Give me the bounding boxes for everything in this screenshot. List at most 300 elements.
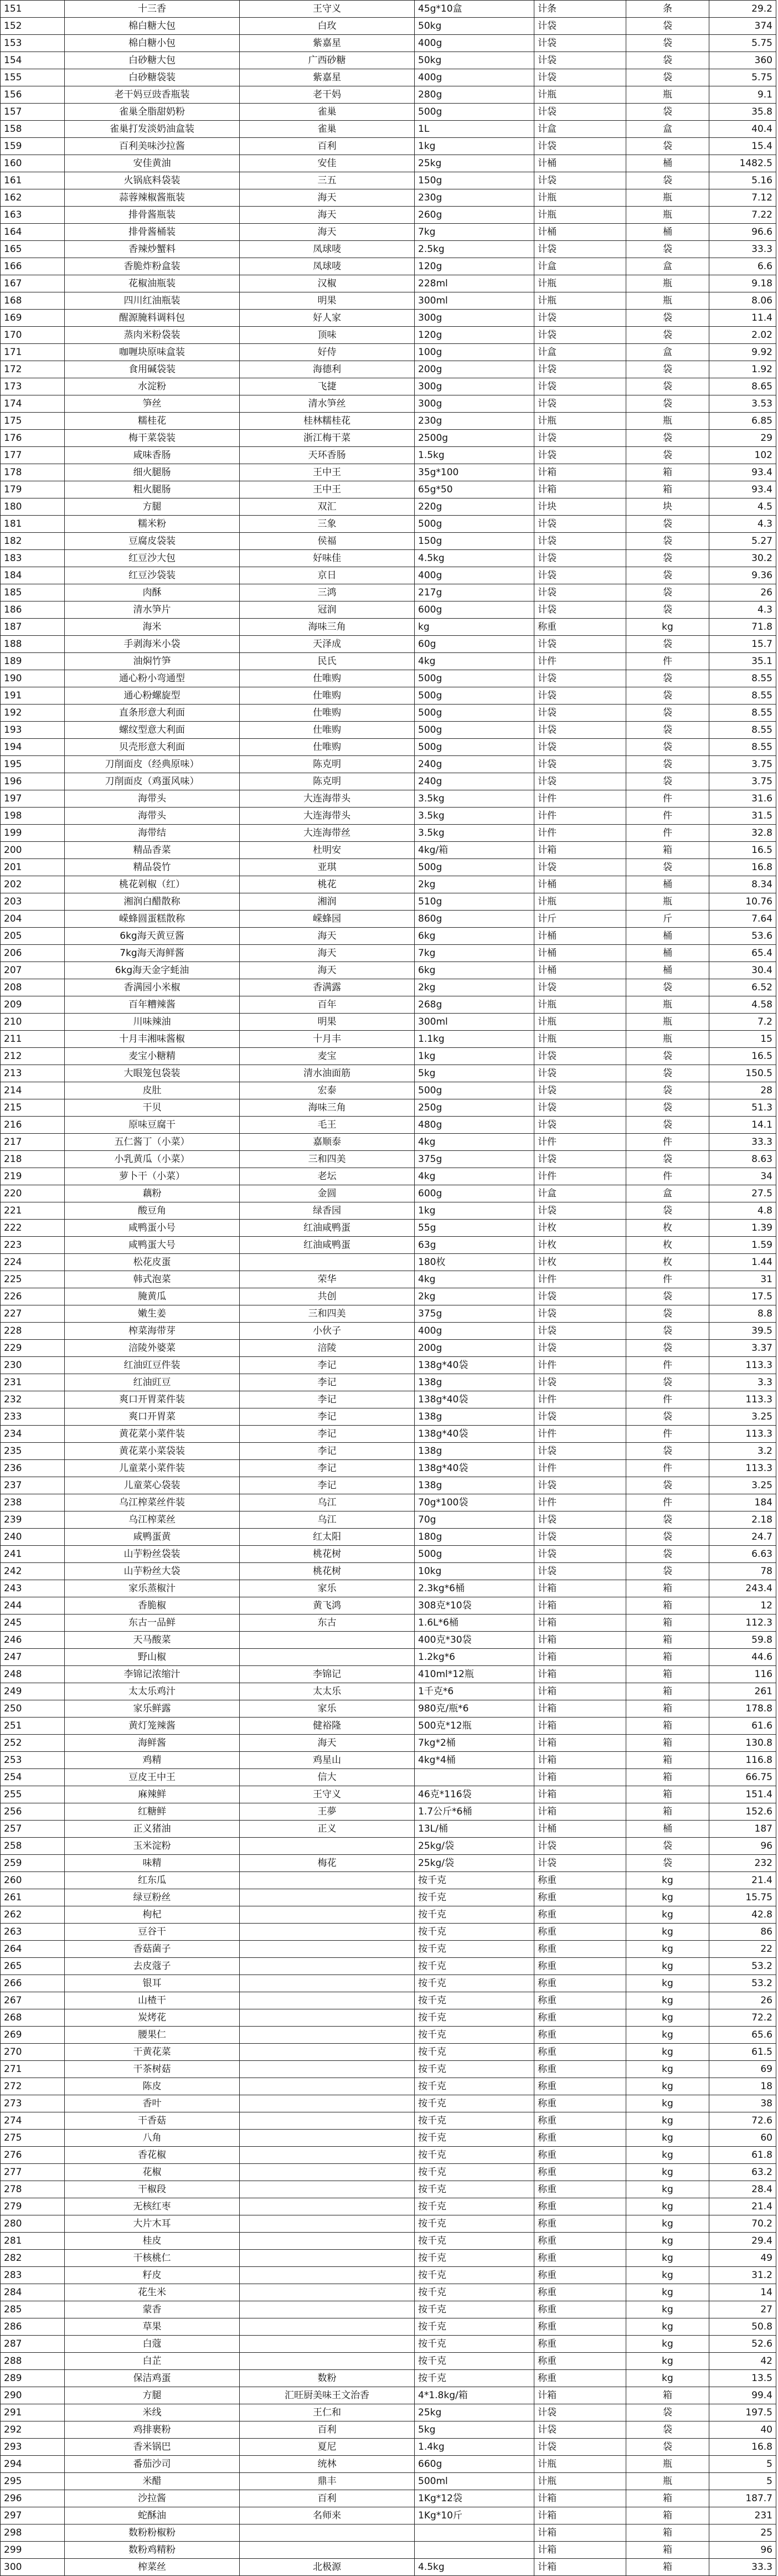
unit-cell: 袋 bbox=[626, 601, 709, 619]
spec-cell: 240g bbox=[415, 756, 534, 773]
table-row bbox=[1, 584, 776, 601]
unit-cell: 袋 bbox=[626, 1511, 709, 1529]
brand-cell bbox=[240, 2353, 415, 2370]
pricing-method-cell: 计盒 bbox=[534, 1185, 626, 1202]
spec-cell: 500ml bbox=[415, 2473, 534, 2490]
spec-cell: 2kg bbox=[415, 979, 534, 996]
table-row bbox=[1, 550, 776, 567]
pricing-method-cell: 称重 bbox=[534, 2044, 626, 2061]
spec-cell: 4.5kg bbox=[415, 550, 534, 567]
product-name-cell: 松花皮蛋 bbox=[65, 1254, 240, 1271]
brand-cell: 雀巢 bbox=[240, 121, 415, 138]
row-number-cell: 155 bbox=[1, 69, 65, 86]
row-number-cell: 256 bbox=[1, 1803, 65, 1821]
price-cell: 53.2 bbox=[709, 1958, 776, 1975]
pricing-method-cell: 称重 bbox=[534, 2318, 626, 2336]
pricing-method-cell: 计桶 bbox=[534, 928, 626, 945]
price-cell: 3.53 bbox=[709, 395, 776, 413]
row-number-cell: 252 bbox=[1, 1735, 65, 1752]
pricing-method-cell: 称重 bbox=[534, 2130, 626, 2147]
row-number-cell: 235 bbox=[1, 1443, 65, 1460]
product-name-cell: 白砂糖袋装 bbox=[65, 69, 240, 86]
spec-cell: 按千克 bbox=[415, 1958, 534, 1975]
product-name-cell: 黄花菜小菜件装 bbox=[65, 1426, 240, 1443]
spec-cell: 按千克 bbox=[415, 2078, 534, 2095]
price-cell: 3.2 bbox=[709, 1443, 776, 1460]
price-cell: 31.5 bbox=[709, 808, 776, 825]
brand-cell bbox=[240, 1254, 415, 1271]
spec-cell: 按千克 bbox=[415, 1941, 534, 1958]
price-cell: 27 bbox=[709, 2301, 776, 2318]
unit-cell: 箱 bbox=[626, 481, 709, 498]
spec-cell: 25kg/袋 bbox=[415, 1838, 534, 1855]
row-number-cell: 213 bbox=[1, 1065, 65, 1082]
row-number-cell: 258 bbox=[1, 1838, 65, 1855]
brand-cell: 涪陵 bbox=[240, 1340, 415, 1357]
table-row bbox=[1, 1254, 776, 1271]
brand-cell bbox=[240, 1992, 415, 2009]
table-row bbox=[1, 1872, 776, 1889]
table-row bbox=[1, 516, 776, 533]
row-number-cell: 179 bbox=[1, 481, 65, 498]
spec-cell: 600g bbox=[415, 1185, 534, 1202]
table-row bbox=[1, 1151, 776, 1168]
price-cell: 69 bbox=[709, 2061, 776, 2078]
brand-cell: 汇旺厨美味王文治香 bbox=[240, 2387, 415, 2404]
price-cell: 9.36 bbox=[709, 567, 776, 584]
pricing-method-cell: 计袋 bbox=[534, 1305, 626, 1323]
price-cell: 29.2 bbox=[709, 1, 776, 18]
unit-cell: kg bbox=[626, 1992, 709, 2009]
row-number-cell: 166 bbox=[1, 258, 65, 275]
unit-cell: kg bbox=[626, 2250, 709, 2267]
product-name-cell: 爽口开胃菜 bbox=[65, 1408, 240, 1426]
price-cell: 50.8 bbox=[709, 2318, 776, 2336]
pricing-method-cell: 计袋 bbox=[534, 601, 626, 619]
spec-cell: 按千克 bbox=[415, 1992, 534, 2009]
table-row bbox=[1, 1202, 776, 1220]
brand-cell: 凤球唛 bbox=[240, 241, 415, 258]
product-name-cell: 太太乐鸡汁 bbox=[65, 1683, 240, 1700]
product-name-cell: 嵘蜂圆蛋糕散称 bbox=[65, 911, 240, 928]
product-name-cell: 乌江榨菜丝件装 bbox=[65, 1494, 240, 1511]
spec-cell: 按千克 bbox=[415, 2267, 534, 2284]
brand-cell: 李记 bbox=[240, 1391, 415, 1408]
product-name-cell: 排骨酱桶装 bbox=[65, 224, 240, 241]
pricing-method-cell: 称重 bbox=[534, 2250, 626, 2267]
spec-cell: 400g bbox=[415, 1323, 534, 1340]
pricing-method-cell: 计箱 bbox=[534, 1752, 626, 1769]
unit-cell: 箱 bbox=[626, 2387, 709, 2404]
product-name-cell: 咸鸭蛋黄 bbox=[65, 1529, 240, 1546]
unit-cell: kg bbox=[626, 2147, 709, 2164]
unit-cell: kg bbox=[626, 2353, 709, 2370]
pricing-method-cell: 计瓶 bbox=[534, 275, 626, 292]
table-row bbox=[1, 2061, 776, 2078]
spec-cell: 240g bbox=[415, 773, 534, 790]
table-row bbox=[1, 842, 776, 859]
spec-cell: 按千克 bbox=[415, 2233, 534, 2250]
unit-cell: 袋 bbox=[626, 1374, 709, 1391]
price-cell: 14.1 bbox=[709, 1117, 776, 1134]
table-row bbox=[1, 1838, 776, 1855]
product-name-cell: 刀削面皮（鸡蛋风味） bbox=[65, 773, 240, 790]
price-cell: 66.75 bbox=[709, 1769, 776, 1786]
unit-cell: 桶 bbox=[626, 928, 709, 945]
product-name-cell: 糯桂花 bbox=[65, 413, 240, 430]
pricing-method-cell: 计箱 bbox=[534, 2559, 626, 2576]
product-name-cell: 蒙香 bbox=[65, 2301, 240, 2318]
unit-cell: 袋 bbox=[626, 2404, 709, 2421]
unit-cell: 袋 bbox=[626, 739, 709, 756]
spec-cell: 500g bbox=[415, 705, 534, 722]
price-cell: 113.3 bbox=[709, 1426, 776, 1443]
price-cell: 16.5 bbox=[709, 842, 776, 859]
table-row bbox=[1, 2233, 776, 2250]
pricing-method-cell: 计袋 bbox=[534, 1082, 626, 1099]
product-name-cell: 腰果仁 bbox=[65, 2027, 240, 2044]
spec-cell: 6kg bbox=[415, 928, 534, 945]
pricing-method-cell: 称重 bbox=[534, 619, 626, 636]
brand-cell: 安佳 bbox=[240, 155, 415, 172]
spec-cell: 按千克 bbox=[415, 2353, 534, 2370]
row-number-cell: 208 bbox=[1, 979, 65, 996]
spec-cell: 300g bbox=[415, 310, 534, 327]
spec-cell: 500克*12瓶 bbox=[415, 1718, 534, 1735]
product-name-cell: 黄花菜小菜袋装 bbox=[65, 1443, 240, 1460]
product-name-cell: 野山椒 bbox=[65, 1649, 240, 1666]
product-name-cell: 海带头 bbox=[65, 808, 240, 825]
row-number-cell: 195 bbox=[1, 756, 65, 773]
unit-cell: 袋 bbox=[626, 395, 709, 413]
row-number-cell: 299 bbox=[1, 2542, 65, 2559]
unit-cell: kg bbox=[626, 2164, 709, 2181]
unit-cell: 袋 bbox=[626, 1099, 709, 1117]
row-number-cell: 198 bbox=[1, 808, 65, 825]
unit-cell: 箱 bbox=[626, 1683, 709, 1700]
product-name-cell: 红豆沙大包 bbox=[65, 550, 240, 567]
product-name-cell: 排骨酱瓶装 bbox=[65, 207, 240, 224]
product-name-cell: 百利美味沙拉酱 bbox=[65, 138, 240, 155]
unit-cell: 桶 bbox=[626, 945, 709, 962]
spec-cell: 500g bbox=[415, 859, 534, 876]
product-name-cell: 川味辣油 bbox=[65, 1014, 240, 1031]
spec-cell: 按千克 bbox=[415, 2044, 534, 2061]
row-number-cell: 180 bbox=[1, 498, 65, 516]
row-number-cell: 194 bbox=[1, 739, 65, 756]
table-row bbox=[1, 2164, 776, 2181]
brand-cell bbox=[240, 2215, 415, 2233]
brand-cell bbox=[240, 2078, 415, 2095]
row-number-cell: 201 bbox=[1, 859, 65, 876]
spec-cell: 1.4kg bbox=[415, 2439, 534, 2456]
unit-cell: kg bbox=[626, 2336, 709, 2353]
product-name-cell: 鸡精 bbox=[65, 1752, 240, 1769]
brand-cell: 海天 bbox=[240, 207, 415, 224]
table-row bbox=[1, 567, 776, 584]
product-name-cell: 味精 bbox=[65, 1855, 240, 1872]
product-name-cell: 保洁鸡蛋 bbox=[65, 2370, 240, 2387]
pricing-method-cell: 计箱 bbox=[534, 1786, 626, 1803]
spec-cell: 13L/桶 bbox=[415, 1821, 534, 1838]
price-cell: 96 bbox=[709, 2542, 776, 2559]
price-cell: 29 bbox=[709, 430, 776, 447]
price-cell: 59.8 bbox=[709, 1632, 776, 1649]
pricing-method-cell: 计袋 bbox=[534, 172, 626, 189]
spec-cell: 7kg*2桶 bbox=[415, 1735, 534, 1752]
row-number-cell: 286 bbox=[1, 2318, 65, 2336]
table-row bbox=[1, 2456, 776, 2473]
brand-cell: 海味三角 bbox=[240, 1099, 415, 1117]
table-row bbox=[1, 2147, 776, 2164]
pricing-method-cell: 计瓶 bbox=[534, 1014, 626, 1031]
product-name-cell: 白蔻 bbox=[65, 2336, 240, 2353]
brand-cell: 共创 bbox=[240, 1288, 415, 1305]
unit-cell: 件 bbox=[626, 1357, 709, 1374]
unit-cell: 箱 bbox=[626, 2490, 709, 2507]
table-row bbox=[1, 258, 776, 275]
product-name-cell: 肉酥 bbox=[65, 584, 240, 601]
unit-cell: kg bbox=[626, 2318, 709, 2336]
product-name-cell: 红油豇豆件装 bbox=[65, 1357, 240, 1374]
spec-cell: 100g bbox=[415, 344, 534, 361]
row-number-cell: 188 bbox=[1, 636, 65, 653]
pricing-method-cell: 计袋 bbox=[534, 705, 626, 722]
price-cell: 3.37 bbox=[709, 1340, 776, 1357]
product-name-cell: 山楂干 bbox=[65, 1992, 240, 2009]
table-row bbox=[1, 155, 776, 172]
table-row bbox=[1, 876, 776, 893]
unit-cell: 袋 bbox=[626, 1855, 709, 1872]
table-row bbox=[1, 773, 776, 790]
spec-cell: 1kg bbox=[415, 1202, 534, 1220]
unit-cell: 桶 bbox=[626, 224, 709, 241]
spec-cell: 50kg bbox=[415, 18, 534, 35]
spec-cell: 200g bbox=[415, 1340, 534, 1357]
row-number-cell: 289 bbox=[1, 2370, 65, 2387]
price-cell: 33.3 bbox=[709, 241, 776, 258]
product-name-cell: 家乐蒸椒汁 bbox=[65, 1580, 240, 1597]
price-cell: 374 bbox=[709, 18, 776, 35]
brand-cell: 李记 bbox=[240, 1408, 415, 1426]
unit-cell: 桶 bbox=[626, 1821, 709, 1838]
pricing-method-cell: 计瓶 bbox=[534, 2456, 626, 2473]
spec-cell: 375g bbox=[415, 1151, 534, 1168]
product-name-cell: 海米 bbox=[65, 619, 240, 636]
table-row bbox=[1, 138, 776, 155]
unit-cell: kg bbox=[626, 2078, 709, 2095]
table-row bbox=[1, 1803, 776, 1821]
brand-cell: 健裕隆 bbox=[240, 1718, 415, 1735]
brand-cell: 海天 bbox=[240, 224, 415, 241]
spec-cell: 300g bbox=[415, 378, 534, 395]
price-cell: 5.75 bbox=[709, 35, 776, 52]
spec-cell: 500g bbox=[415, 1546, 534, 1563]
table-row bbox=[1, 2112, 776, 2130]
pricing-method-cell: 计瓶 bbox=[534, 292, 626, 310]
brand-cell: 毛王 bbox=[240, 1117, 415, 1134]
brand-cell: 红油咸鸭蛋 bbox=[240, 1237, 415, 1254]
row-number-cell: 247 bbox=[1, 1649, 65, 1666]
price-cell: 93.4 bbox=[709, 464, 776, 481]
brand-cell bbox=[240, 2009, 415, 2027]
price-cell: 65.4 bbox=[709, 945, 776, 962]
brand-cell: 海天 bbox=[240, 962, 415, 979]
price-cell: 35.1 bbox=[709, 653, 776, 670]
price-cell: 116 bbox=[709, 1666, 776, 1683]
brand-cell: 百利 bbox=[240, 138, 415, 155]
row-number-cell: 253 bbox=[1, 1752, 65, 1769]
spec-cell: 按千克 bbox=[415, 2130, 534, 2147]
price-cell: 34 bbox=[709, 1168, 776, 1185]
table-row bbox=[1, 86, 776, 104]
row-number-cell: 189 bbox=[1, 653, 65, 670]
table-row bbox=[1, 1134, 776, 1151]
price-cell: 5.27 bbox=[709, 533, 776, 550]
unit-cell: 箱 bbox=[626, 1752, 709, 1769]
row-number-cell: 203 bbox=[1, 893, 65, 911]
row-number-cell: 241 bbox=[1, 1546, 65, 1563]
product-name-cell: 醒源腌料调料包 bbox=[65, 310, 240, 327]
product-name-cell: 粗火腿肠 bbox=[65, 481, 240, 498]
row-number-cell: 169 bbox=[1, 310, 65, 327]
brand-cell: 红油咸鸭蛋 bbox=[240, 1220, 415, 1237]
price-cell: 4.58 bbox=[709, 996, 776, 1014]
pricing-method-cell: 称重 bbox=[534, 2147, 626, 2164]
spec-cell: 2500g bbox=[415, 430, 534, 447]
price-cell: 1482.5 bbox=[709, 155, 776, 172]
pricing-method-cell: 称重 bbox=[534, 2267, 626, 2284]
table-row bbox=[1, 2284, 776, 2301]
spec-cell: 4kg bbox=[415, 1271, 534, 1288]
row-number-cell: 206 bbox=[1, 945, 65, 962]
product-name-cell: 麦宝小糖精 bbox=[65, 1048, 240, 1065]
row-number-cell: 259 bbox=[1, 1855, 65, 1872]
unit-cell: 袋 bbox=[626, 1202, 709, 1220]
pricing-method-cell: 称重 bbox=[534, 2164, 626, 2181]
pricing-method-cell: 计袋 bbox=[534, 567, 626, 584]
table-row bbox=[1, 2542, 776, 2559]
spec-cell: 1.5kg bbox=[415, 447, 534, 464]
brand-cell: 明果 bbox=[240, 292, 415, 310]
pricing-method-cell: 称重 bbox=[534, 1889, 626, 1906]
row-number-cell: 278 bbox=[1, 2181, 65, 2198]
unit-cell: kg bbox=[626, 2044, 709, 2061]
row-number-cell: 178 bbox=[1, 464, 65, 481]
spec-cell: 138g*40袋 bbox=[415, 1357, 534, 1374]
product-name-cell: 油焖竹笋 bbox=[65, 653, 240, 670]
pricing-method-cell: 计件 bbox=[534, 790, 626, 808]
table-row bbox=[1, 1477, 776, 1494]
unit-cell: kg bbox=[626, 2095, 709, 2112]
product-name-cell: 萝卜干（小菜） bbox=[65, 1168, 240, 1185]
product-name-cell: 十三香 bbox=[65, 1, 240, 18]
spec-cell: 按千克 bbox=[415, 2095, 534, 2112]
unit-cell: 袋 bbox=[626, 1065, 709, 1082]
brand-cell: 汉椒 bbox=[240, 275, 415, 292]
row-number-cell: 234 bbox=[1, 1426, 65, 1443]
unit-cell: kg bbox=[626, 2267, 709, 2284]
product-name-cell: 棉白糖小包 bbox=[65, 35, 240, 52]
product-name-cell: 香叶 bbox=[65, 2095, 240, 2112]
row-number-cell: 232 bbox=[1, 1391, 65, 1408]
row-number-cell: 221 bbox=[1, 1202, 65, 1220]
unit-cell: 袋 bbox=[626, 172, 709, 189]
row-number-cell: 279 bbox=[1, 2198, 65, 2215]
product-name-cell: 玉米淀粉 bbox=[65, 1838, 240, 1855]
row-number-cell: 270 bbox=[1, 2044, 65, 2061]
row-number-cell: 197 bbox=[1, 790, 65, 808]
product-name-cell: 小乳黄瓜（小菜） bbox=[65, 1151, 240, 1168]
row-number-cell: 156 bbox=[1, 86, 65, 104]
table-row bbox=[1, 1529, 776, 1546]
table-row bbox=[1, 1305, 776, 1323]
price-cell: 31.2 bbox=[709, 2267, 776, 2284]
brand-cell bbox=[240, 1958, 415, 1975]
product-name-cell: 香辣炒蟹料 bbox=[65, 241, 240, 258]
brand-cell: 嵘蜂园 bbox=[240, 911, 415, 928]
brand-cell: 桃花树 bbox=[240, 1563, 415, 1580]
product-name-cell: 麻辣鲜 bbox=[65, 1786, 240, 1803]
price-cell: 2.18 bbox=[709, 1511, 776, 1529]
unit-cell: 箱 bbox=[626, 2524, 709, 2542]
pricing-method-cell: 计袋 bbox=[534, 1099, 626, 1117]
price-cell: 15 bbox=[709, 1031, 776, 1048]
spec-cell: 500g bbox=[415, 516, 534, 533]
product-name-cell: 梅干菜袋装 bbox=[65, 430, 240, 447]
brand-cell: 梅花 bbox=[240, 1855, 415, 1872]
row-number-cell: 205 bbox=[1, 928, 65, 945]
brand-cell: 麦宝 bbox=[240, 1048, 415, 1065]
unit-cell: 瓶 bbox=[626, 1014, 709, 1031]
table-row bbox=[1, 808, 776, 825]
price-cell: 6.63 bbox=[709, 1546, 776, 1563]
unit-cell: 件 bbox=[626, 1426, 709, 1443]
row-number-cell: 160 bbox=[1, 155, 65, 172]
row-number-cell: 171 bbox=[1, 344, 65, 361]
table-row bbox=[1, 1031, 776, 1048]
product-name-cell: 海带结 bbox=[65, 825, 240, 842]
row-number-cell: 153 bbox=[1, 35, 65, 52]
brand-cell: 北极源 bbox=[240, 2559, 415, 2576]
row-number-cell: 265 bbox=[1, 1958, 65, 1975]
product-name-cell: 红豆沙袋装 bbox=[65, 567, 240, 584]
brand-cell bbox=[240, 2181, 415, 2198]
table-row bbox=[1, 962, 776, 979]
pricing-method-cell: 计袋 bbox=[534, 550, 626, 567]
table-row bbox=[1, 172, 776, 189]
spec-cell: 120g bbox=[415, 327, 534, 344]
table-row bbox=[1, 1374, 776, 1391]
pricing-method-cell: 计桶 bbox=[534, 876, 626, 893]
price-cell: 12 bbox=[709, 1597, 776, 1615]
table-row bbox=[1, 2044, 776, 2061]
price-cell: 72.2 bbox=[709, 2009, 776, 2027]
price-cell: 86 bbox=[709, 1924, 776, 1941]
spec-cell: 280g bbox=[415, 86, 534, 104]
row-number-cell: 226 bbox=[1, 1288, 65, 1305]
spec-cell: 55g bbox=[415, 1220, 534, 1237]
price-cell: 4.3 bbox=[709, 601, 776, 619]
table-row bbox=[1, 2353, 776, 2370]
brand-cell: 湘润 bbox=[240, 893, 415, 911]
row-number-cell: 246 bbox=[1, 1632, 65, 1649]
pricing-method-cell: 计袋 bbox=[534, 1288, 626, 1305]
brand-cell: 王夢 bbox=[240, 1803, 415, 1821]
brand-cell: 海天 bbox=[240, 928, 415, 945]
brand-cell bbox=[240, 1941, 415, 1958]
unit-cell: kg bbox=[626, 1924, 709, 1941]
